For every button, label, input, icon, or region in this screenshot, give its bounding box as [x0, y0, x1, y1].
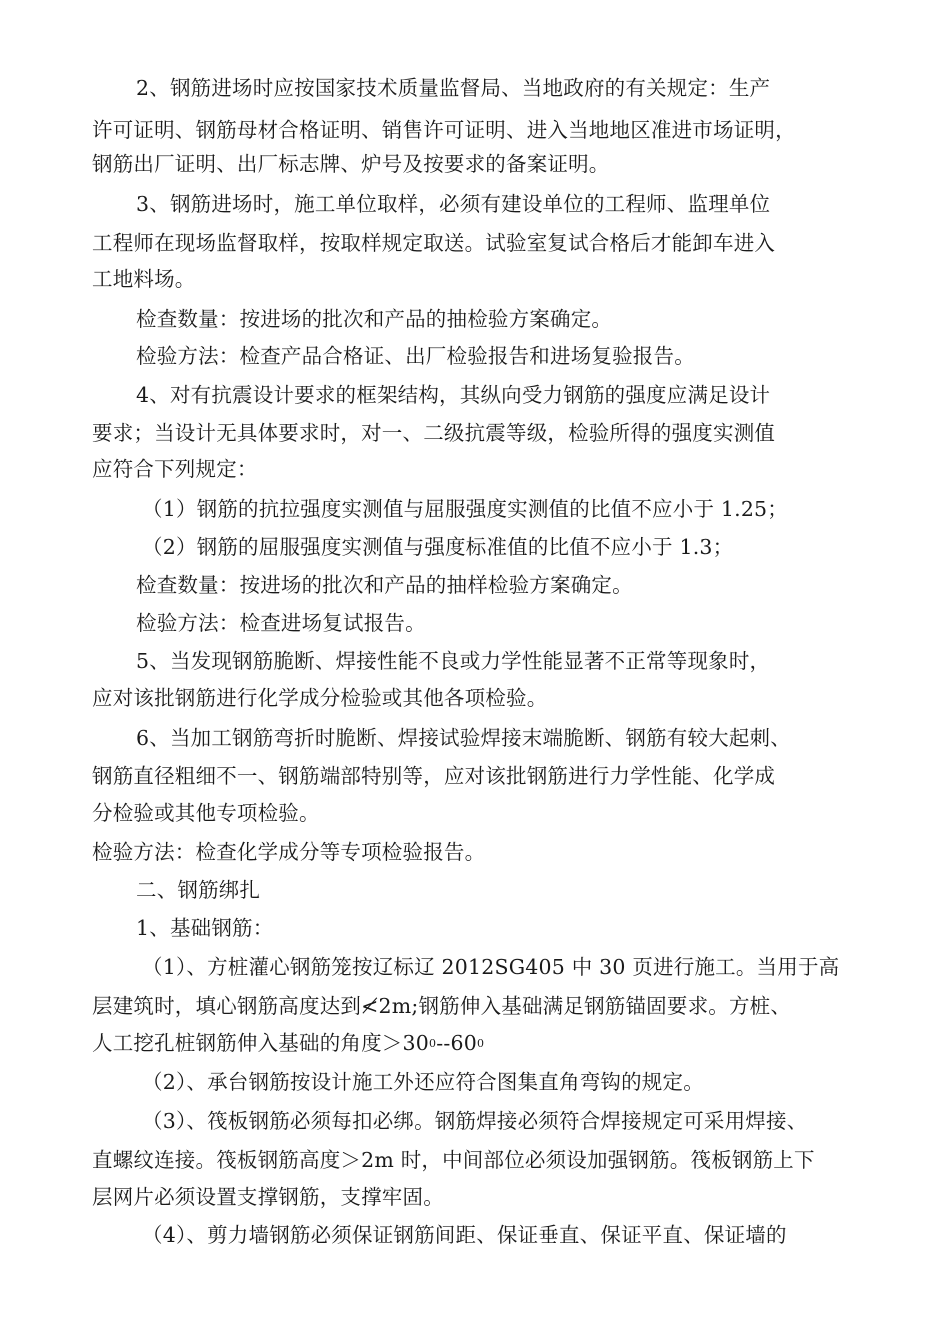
paragraph-3-line-3: 工地料场。: [92, 267, 196, 291]
requirement-item-1: （1）钢筋的抗拉强度实测值与屈服强度实测值的比值不应小于 1.25；: [142, 497, 789, 521]
paragraph-3-line-2: 工程师在现场监督取样，按取样规定取送。试验室复试合格后才能卸车进入: [92, 231, 776, 255]
inspection-method-3: 检验方法：检查化学成分等专项检验报告。: [92, 840, 486, 864]
section-heading-rebar-binding: 二、钢筋绑扎: [136, 878, 261, 902]
paragraph-4-line-1: 4、对有抗震设计要求的框架结构，其纵向受力钢筋的强度应满足设计: [136, 383, 771, 407]
paragraph-6-line-1: 6、当加工钢筋弯折时脆断、焊接试验焊接末端脆断、钢筋有较大起刺、: [136, 726, 791, 750]
subsection-foundation-rebar: 1、基础钢筋：: [136, 916, 274, 940]
paragraph-6-line-3: 分检验或其他专项检验。: [92, 801, 320, 825]
paragraph-5-line-2: 应对该批钢筋进行化学成分检验或其他各项检验。: [92, 686, 548, 710]
paragraph-2-line-2: 许可证明、钢筋母材合格证明、销售许可证明、进入当地地区准进市场证明，: [92, 118, 796, 142]
foundation-item-2: （2）、承台钢筋按设计施工外还应符合图集直角弯钩的规定。: [142, 1070, 704, 1094]
inspection-quantity-2: 检查数量：按进场的批次和产品的抽样检验方案确定。: [136, 573, 633, 597]
paragraph-6-line-2: 钢筋直径粗细不一、钢筋端部特别等，应对该批钢筋进行力学性能、化学成: [92, 764, 776, 788]
foundation-item-1-line-3: 人工挖孔桩钢筋伸入基础的角度$>30^0--60^0$: [92, 1031, 485, 1055]
paragraph-2-line-1: 2、钢筋进场时应按国家技术质量监督局、当地政府的有关规定：生产: [136, 76, 771, 100]
inspection-method-2: 检验方法：检查进场复试报告。: [136, 611, 426, 635]
foundation-item-1-line-2: 层建筑时，填心钢筋高度达到≮2m;钢筋伸入基础满足钢筋锚固要求。方桩、: [92, 994, 792, 1018]
foundation-item-3-line-1: （3）、筏板钢筋必须每扣必绑。钢筋焊接必须符合焊接规定可采用焊接、: [142, 1109, 808, 1133]
foundation-item-1-line-1: （1）、方桩灌心钢筋笼按辽标辽 2012SG405 中 30 页进行施工。当用于高: [142, 955, 840, 979]
paragraph-5-line-1: 5、当发现钢筋脆断、焊接性能不良或力学性能显著不正常等现象时，: [136, 649, 771, 673]
foundation-item-3-line-3: 层网片必须设置支撑钢筋，支撑牢固。: [92, 1185, 444, 1209]
paragraph-3-line-1: 3、钢筋进场时，施工单位取样，必须有建设单位的工程师、监理单位: [136, 192, 771, 216]
paragraph-2-line-3: 钢筋出厂证明、出厂标志牌、炉号及按要求的备案证明。: [92, 152, 610, 176]
paragraph-4-line-3: 应符合下列规定：: [92, 457, 258, 481]
requirement-item-2: （2）钢筋的屈服强度实测值与强度标准值的比值不应小于 1.3；: [142, 535, 734, 559]
foundation-item-3-line-2: 直螺纹连接。筏板钢筋高度＞2m 时，中间部位必须设加强钢筋。筏板钢筋上下: [92, 1148, 815, 1172]
inspection-quantity-1: 检查数量：按进场的批次和产品的抽检验方案确定。: [136, 307, 613, 331]
paragraph-4-line-2: 要求；当设计无具体要求时，对一、二级抗震等级，检验所得的强度实测值: [92, 421, 776, 445]
inspection-method-1: 检验方法：检查产品合格证、出厂检验报告和进场复验报告。: [136, 344, 695, 368]
foundation-item-4-line-1: （4）、剪力墙钢筋必须保证钢筋间距、保证垂直、保证平直、保证墙的: [142, 1223, 787, 1247]
